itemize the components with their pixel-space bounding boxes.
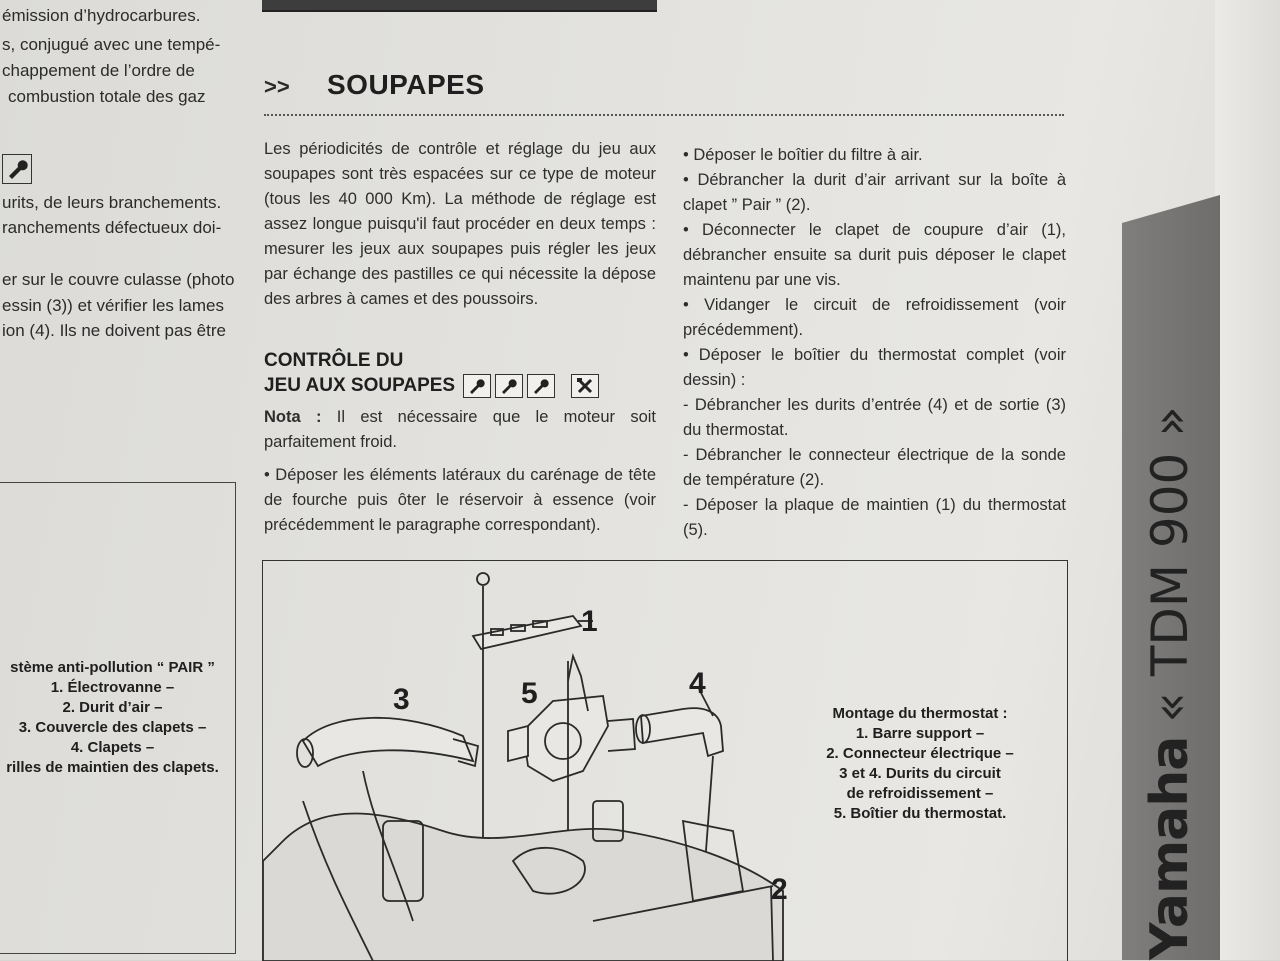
subhead-line-2: JEU AUX SOUPAPES — [264, 375, 456, 396]
step-item: • Vidanger le circuit de refroidissement (voir précédemment). — [683, 296, 1066, 339]
left-line-1: émission d’hydrocarbures. — [2, 6, 201, 25]
step-item: • Déposer le boîtier du thermostat complet (voir dessin) : — [683, 346, 1066, 389]
label-2: 2 — [771, 873, 788, 906]
label-4: 4 — [689, 667, 706, 700]
caption-line: 2. Connecteur électrique – — [826, 745, 1014, 762]
left-line-8: essin (3)) et vérifier les lames — [2, 296, 225, 315]
figure-caption — [810, 704, 1030, 824]
step-1: • Déposer les éléments latéraux du carénage de tête de fourche puis ôter le réservoir à essence (voir précédemment le paragraphe correspondant). — [264, 466, 656, 534]
label-1: 1 — [581, 605, 598, 638]
step-item: • Débrancher la durit d’air arrivant sur la boîte à clapet ” Pair ” (2). — [683, 171, 1066, 214]
left-line-2: s, conjugué avec une tempé- — [2, 35, 221, 54]
left-line-5: urits, de leurs branchements. — [2, 193, 222, 212]
difficulty-icons — [463, 374, 599, 398]
caption-line: de refroidissement – — [846, 785, 994, 802]
caption-line: 3 et 4. Durits du circuit — [839, 765, 1001, 782]
wrench-icon — [527, 374, 555, 398]
left-figure-caption — [0, 658, 235, 778]
right-steps — [683, 143, 1066, 543]
step-item: - Débrancher les durits d’entrée (4) et de sortie (3) du thermostat. — [683, 396, 1066, 439]
step-item: - Déposer la plaque de maintien (1) du thermostat (5). — [683, 496, 1066, 539]
left-line-7: er sur le couvre culasse (photo — [2, 270, 235, 289]
left-line-3: chappement de l’ordre de — [2, 61, 195, 80]
page-spine — [1215, 0, 1280, 960]
caption-line: 1. Barre support – — [855, 725, 985, 742]
nota-paragraph — [264, 405, 656, 538]
left-caption-line: 3. Couvercle des clapets – — [18, 719, 207, 736]
tools-icon — [571, 374, 599, 398]
left-caption-line: 2. Durit d’air – — [62, 699, 163, 716]
left-line-9: ion (4). Ils ne doivent pas être — [2, 321, 226, 340]
intro-paragraph — [264, 137, 656, 312]
chapter-tab-text — [1130, 190, 1210, 960]
left-caption-line: rilles de maintien des clapets. — [6, 759, 219, 776]
section-arrows: >> — [264, 74, 290, 99]
tab-model: « TDM 900 » — [1141, 406, 1199, 723]
photo-edge — [262, 0, 657, 12]
caption-title: Montage du thermostat : — [832, 705, 1008, 722]
wrench-icon — [495, 374, 523, 398]
title-divider — [264, 114, 1064, 116]
subhead-line-1: CONTRÔLE DU — [264, 350, 404, 371]
step-item: • Déposer le boîtier du filtre à air. — [683, 146, 923, 164]
nota-text: Il est nécessaire que le moteur soit parfaitement froid. — [264, 408, 657, 451]
wrench-icon — [2, 154, 32, 184]
left-line-4: combustion totale des gaz — [8, 87, 206, 106]
step-item: • Déconnecter le clapet de coupure d’air (1), débrancher ensuite sa durit puis déposer le clapet maintenu par une vis. — [683, 221, 1066, 289]
caption-line: 5. Boîtier du thermostat. — [833, 805, 1007, 822]
intro-text: Les périodicités de contrôle et réglage du jeu aux soupapes sont très espacées sur ce type de moteur (tous les 40 000 Km). La méthode de réglage est assez longue puisqu'il faut procéder en deux temps : mesurer les jeux aux soupapes puis régler les jeux par échange des pastilles ce qui nécessite la dépose des arbres à cames et des poussoirs. — [264, 140, 656, 308]
subsection-heading — [264, 348, 599, 398]
label-3: 3 — [393, 683, 410, 716]
nota-label: Nota : — [264, 408, 322, 426]
tab-brand: Yamaha — [1140, 736, 1200, 960]
wrench-icon — [463, 374, 491, 398]
left-caption-line: 1. Électrovanne – — [50, 679, 175, 696]
section-title: SOUPAPES — [327, 69, 485, 100]
step-item: - Débrancher le connecteur électrique de la sonde de température (2). — [683, 446, 1066, 489]
left-line-6: ranchements défectueux doi- — [2, 218, 222, 237]
left-caption-line: stème anti-pollution “ PAIR ” — [10, 659, 215, 676]
left-caption-line: 4. Clapets – — [70, 739, 155, 756]
label-5: 5 — [521, 677, 538, 710]
